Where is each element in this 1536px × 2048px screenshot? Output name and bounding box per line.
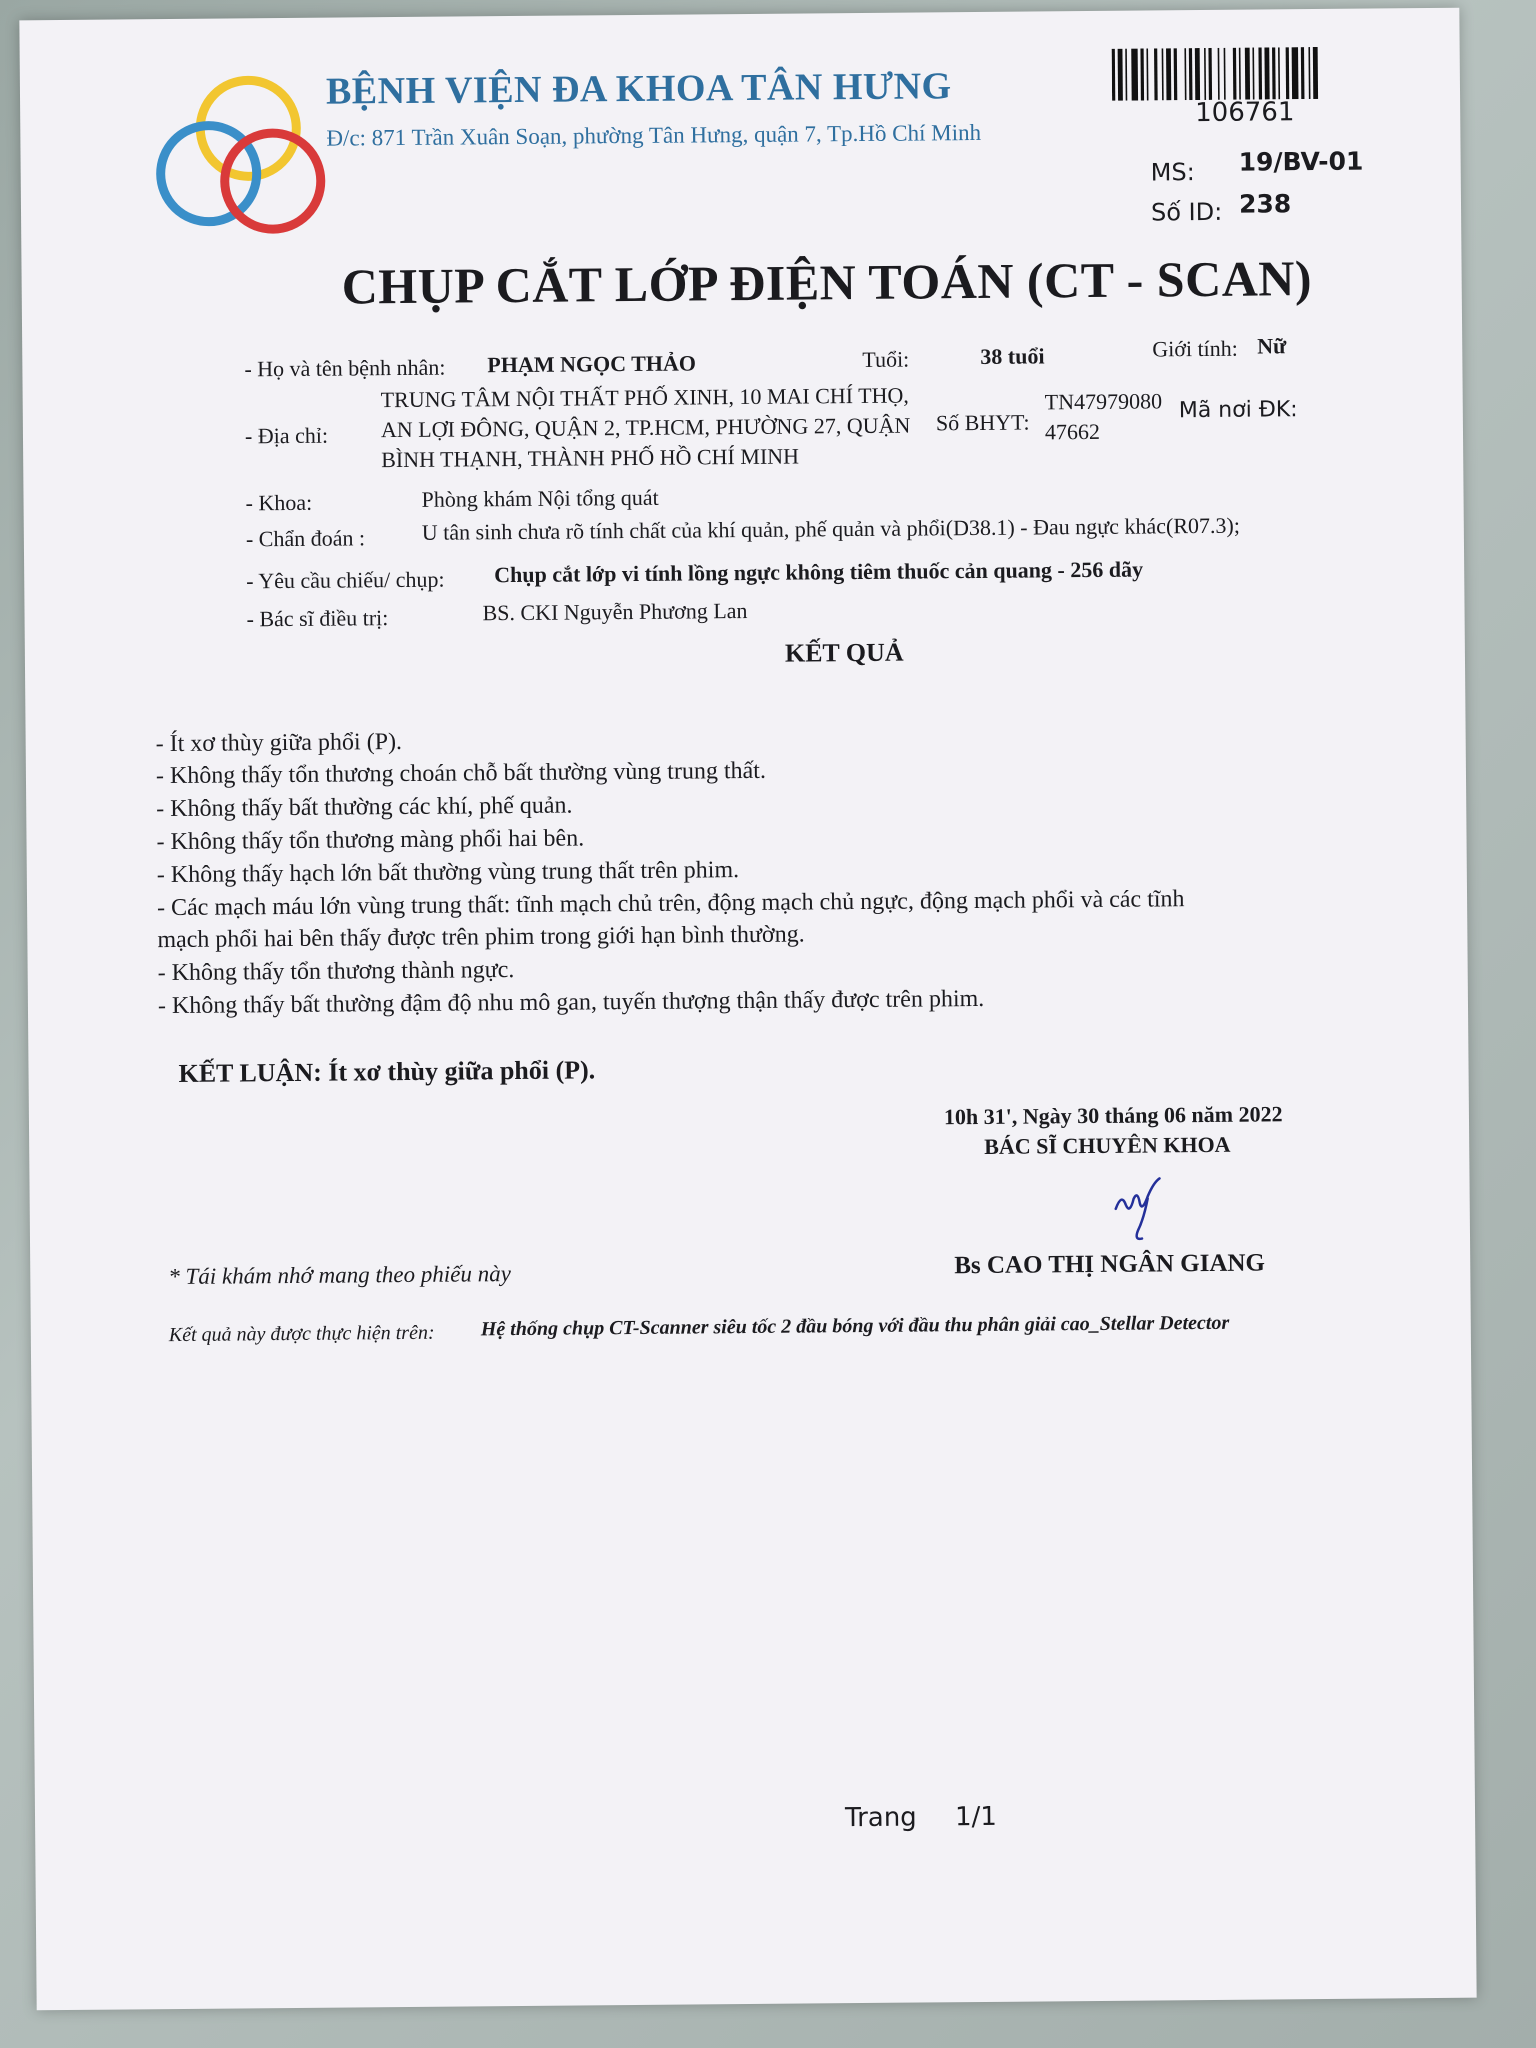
request-label: - Yêu cầu chiếu/ chụp:	[246, 566, 445, 594]
bhyt-line-1: TN47979080	[1044, 388, 1163, 415]
so-id-label: Số ID:	[1150, 197, 1223, 227]
specialist-doctor-name: Bs CAO THỊ NGÂN GIANG	[954, 1249, 1266, 1280]
barcode	[1112, 46, 1382, 100]
address-line-1: TRUNG TÂM NỘI THẤT PHỐ XINH, 10 MAI CHÍ THỌ,	[380, 382, 909, 413]
hospital-address: Đ/c: 871 Trần Xuân Soạn, phường Tân Hưng, quận 7, Tp.Hồ Chí Minh	[326, 119, 982, 151]
conclusion: KẾT LUẬN: Ít xơ thùy giữa phổi (P).	[178, 1055, 596, 1088]
diagnosis-label: - Chẩn đoán :	[245, 525, 366, 552]
handwritten-signature	[1107, 1168, 1178, 1249]
system-value: Hệ thống chụp CT-Scanner siêu tốc 2 đầu bóng với đầu thu phân giải cao_Stellar Detector	[480, 1311, 1230, 1341]
finding-item: - Các mạch máu lớn vùng trung thất: tĩnh mạch chủ trên, động mạch chủ ngực, động mạch phổi và các tĩnh	[156, 886, 1185, 922]
page-label: Trang	[844, 1802, 917, 1834]
department-label: - Khoa:	[245, 489, 313, 516]
age-value: 38 tuổi	[980, 343, 1045, 369]
bhyt-line-2: 47662	[1044, 418, 1101, 445]
bhyt-label: Số BHYT:	[935, 409, 1030, 436]
finding-item: - Không thấy tổn thương màng phổi hai bên.	[156, 825, 585, 856]
register-place-label: Mã nơi ĐK:	[1178, 397, 1298, 424]
hospital-name: BỆNH VIỆN ĐA KHOA TÂN HƯNG	[325, 65, 952, 113]
system-label: Kết quả này được thực hiện trên:	[168, 1321, 435, 1347]
results-heading: KẾT QUẢ	[784, 637, 904, 668]
document-title: CHỤP CẮT LỚP ĐIỆN TOÁN (CT - SCAN)	[341, 250, 1313, 315]
signature-title: BÁC SĨ CHUYÊN KHOA	[984, 1131, 1231, 1159]
gender-value: Nữ	[1257, 333, 1287, 359]
ms-label: MS:	[1150, 158, 1195, 187]
page-number: 1/1	[954, 1801, 998, 1833]
gender-label: Giới tính:	[1152, 335, 1238, 362]
address-line-2: AN LỢI ĐÔNG, QUẬN 2, TP.HCM, PHƯỜNG 27, QUẬN	[380, 412, 911, 443]
revisit-note: * Tái khám nhớ mang theo phiếu này	[168, 1261, 511, 1290]
hospital-logo	[140, 63, 342, 245]
address-label: - Địa chỉ:	[244, 422, 329, 449]
signature-datetime: 10h 31', Ngày 30 tháng 06 năm 2022	[943, 1101, 1283, 1130]
finding-item: - Không thấy tổn thương thành ngực.	[157, 957, 515, 987]
finding-item: - Không thấy hạch lớn bất thường vùng trung thất trên phim.	[156, 857, 740, 889]
age-label: Tuổi:	[862, 346, 910, 372]
department-value: Phòng khám Nội tổng quát	[421, 484, 659, 512]
finding-item: - Không thấy bất thường các khí, phế quản.	[156, 792, 573, 823]
finding-item: - Không thấy tổn thương choán chỗ bất thường vùng trung thất.	[155, 757, 767, 790]
diagnosis-value: U tân sinh chưa rõ tính chất của khí quản, phế quản và phổi(D38.1) - Đau ngực khác(R07.3);	[421, 512, 1240, 545]
treating-doctor-value: BS. CKI Nguyễn Phương Lan	[482, 597, 748, 626]
finding-item: - Ít xơ thùy giữa phổi (P).	[155, 729, 403, 758]
ms-value: 19/BV-01	[1238, 146, 1364, 177]
barcode-number: 106761	[1195, 97, 1295, 129]
finding-item: mạch phổi hai bên thấy được trên phim trong giới hạn bình thường.	[157, 921, 805, 954]
address-line-3: BÌNH THẠNH, THÀNH PHỐ HỒ CHÍ MINH	[381, 443, 800, 473]
finding-item: - Không thấy bất thường đậm độ nhu mô gan, tuyến thượng thận thấy được trên phim.	[157, 985, 985, 1020]
patient-name-label: - Họ và tên bệnh nhân:	[244, 354, 446, 382]
document-page	[19, 8, 1476, 2010]
so-id-value: 238	[1238, 189, 1292, 219]
request-value: Chụp cắt lớp vi tính lồng ngực không tiêm thuốc cản quang - 256 dãy	[494, 556, 1144, 588]
patient-name-value: PHẠM NGỌC THẢO	[487, 350, 697, 378]
treating-doctor-label: - Bác sĩ điều trị:	[246, 605, 389, 632]
